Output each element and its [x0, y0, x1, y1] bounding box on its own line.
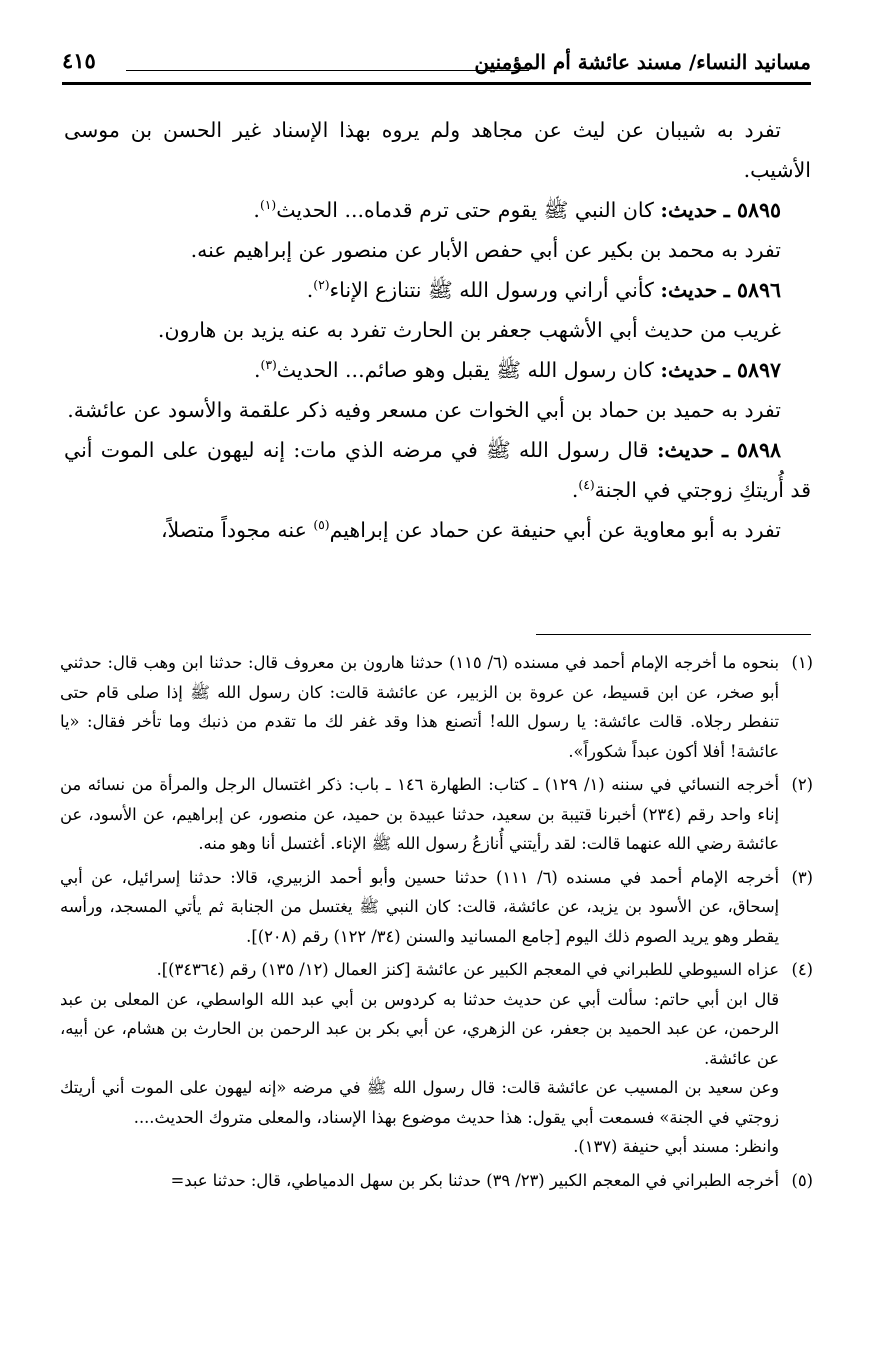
footnote-ref: (٢) — [313, 278, 330, 293]
footnotes — [60, 648, 813, 1199]
footnote-3 — [60, 863, 813, 952]
hadith-text: كان النبي ﷺ يقوم حتى ترم قدماه... الحديث — [276, 198, 654, 222]
footnote-text: أخرجه النسائي في سننه (١/ ١٢٩) ـ كتاب: الطهارة ١٤٦ ـ باب: ذكر اغتسال الرجل والمرأة من نسائه من إناء واحد رقم (٢٣٤) أخبرنا قتيبة بن سعيد، حدثنا عبيدة بن حميد، عن منصور، عن إبراهيم، عن الأسود، عن عائشة رضي الله عنهما قالت: لقد رأيتني أُنازعُ رسول الله ﷺ الإناء. أغتسل أنا وهو منه. — [60, 775, 779, 853]
footnote-ref: (٤) — [578, 478, 595, 493]
page-number: ٤١٥ — [62, 48, 96, 73]
paragraph — [64, 510, 811, 550]
footnote-text: قال ابن أبي حاتم: سألت أبي عن حديث حدثنا به كردوس بن أبي عبد الله الواسطي، عن المعلى بن عبد الرحمن، عن عبد الحميد بن جعفر، عن الزهري، عن أبي بكر بن عبد الرحمن بن الحارث بن هشام، عن أبيه، عن عائشة. — [60, 989, 779, 1068]
footnote-marker: (٢) — [791, 775, 813, 794]
footnote-text: بنحوه ما أخرجه الإمام أحمد في مسنده (٦/ ١١٥) حدثنا هارون بن معروف قال: حدثنا ابن وهب قال: حدثني أبو صخر، عن ابن قسيط، عن عروة بن الزبير، عن عائشة قالت: كان رسول الله ﷺ إذا صلى قام حتى تنفطر رجلاه. قالت عائشة: يا رسول الله! أتصنع هذا وقد غفر لك ما تقدم من ذنبك وما تأخر فقال: «يا عائشة! أفلا أكون عبداً شكوراً». — [60, 653, 779, 761]
footnote-separator — [536, 634, 811, 635]
footnote-text: وعن سعيد بن المسيب عن عائشة قالت: قال رسول الله ﷺ في مرضه «إنه ليهون على الموت أني أريتك زوجتي في الجنة» فسمعت أبي يقول: هذا حديث موضوع بهذا الإسناد، والمعلى متروك الحديث.... — [60, 1078, 779, 1127]
running-title: مسانيد النساء/ مسند عائشة أم المؤمنين — [474, 50, 811, 74]
hadith-text: كان رسول الله ﷺ يقبل وهو صائم... الحديث — [276, 358, 654, 382]
footnote-text: عزاه السيوطي للطبراني في المعجم الكبير عن عائشة [كنز العمال (١٢/ ١٣٥) رقم (٣٤٣٦٤)]. — [156, 960, 779, 979]
footnote-1 — [60, 648, 813, 766]
hadith-text: قال رسول الله ﷺ في مرضه الذي مات: إنه ليهون على الموت أني قد أُريتكِ زوجتي في الجنة — [64, 438, 811, 502]
hadith-number: ٥٨٩٥ ـ — [723, 198, 781, 222]
footnote-text: وانظر: مسند أبي حنيفة (١٣٧). — [573, 1137, 779, 1156]
page-header — [62, 44, 811, 84]
paragraph: تفرد به شيبان عن ليث عن مجاهد ولم يروه بهذا الإسناد غير الحسن بن موسى الأشيب. — [64, 118, 811, 182]
hadith-entry-5896 — [64, 270, 811, 310]
hadith-number: ٥٨٩٧ ـ — [723, 358, 781, 382]
paragraph: تفرد به حميد بن حماد بن أبي الخوات عن مسعر وفيه ذكر علقمة والأسود عن عائشة. — [67, 398, 781, 422]
footnote-ref: (٥) — [313, 518, 330, 533]
paragraph: غريب من حديث أبي الأشهب جعفر بن الحارث تفرد به عنه يزيد بن هارون. — [157, 318, 781, 342]
hadith-entry-5898 — [64, 430, 811, 510]
footnote-text: أخرجه الإمام أحمد في مسنده (٦/ ١١١) حدثنا حسين وأبو أحمد الزبيري، قالا: حدثنا إسرائيل، عن أبي إسحاق، عن الأسود بن يزيد، عن عائشة، قالت: كان النبي ﷺ يغتسل من الجنابة ثم يأتي المسجد، ورأسه يقطر وهو يريد الصوم ذلك اليوم [جامع المسانيد والسنن (٣٤/ ١٢٢) رقم (٢٠٨)]. — [60, 867, 779, 946]
footnote-5 — [60, 1166, 813, 1196]
footnote-ref: (١) — [259, 198, 277, 213]
hadith-label: حديث: — [660, 278, 718, 302]
header-rule — [62, 82, 811, 85]
hadith-text: كأني أراني ورسول الله ﷺ نتنازع الإناء — [329, 278, 654, 302]
period: . — [253, 198, 260, 222]
footnote-marker: (١) — [791, 653, 813, 672]
hadith-label: حديث: — [656, 438, 714, 462]
hadith-label: حديث: — [660, 198, 718, 222]
period: . — [571, 478, 579, 502]
period: . — [306, 278, 314, 302]
hadith-number: ٥٨٩٨ ـ — [722, 438, 781, 462]
footnote-2 — [60, 770, 813, 859]
footnote-marker: (٥) — [791, 1170, 813, 1190]
hadith-entry-5897 — [64, 350, 811, 390]
hadith-entry-5895 — [64, 190, 811, 230]
footnote-text: أخرجه الطبراني في المعجم الكبير (٢٣/ ٣٩) حدثنا بكر بن سهل الدمياطي، قال: حدثنا عبد= — [170, 1170, 779, 1190]
period: . — [253, 358, 261, 382]
hadith-label: حديث: — [660, 358, 718, 382]
header-divider-line — [126, 70, 529, 71]
paragraph-text: عنه مجوداً متصلاً، — [160, 518, 314, 542]
footnote-marker: (٤) — [791, 960, 813, 979]
paragraph-text: تفرد به أبو معاوية عن أبي حنيفة عن حماد عن إبراهيم — [329, 518, 781, 542]
footnote-marker: (٣) — [791, 867, 813, 887]
footnote-4 — [60, 955, 813, 1162]
main-text — [64, 110, 811, 550]
hadith-number: ٥٨٩٦ ـ — [723, 278, 781, 302]
footnote-ref: (٣) — [260, 358, 277, 373]
paragraph: تفرد به محمد بن بكير عن أبي حفص الأبار عن منصور عن إبراهيم عنه. — [190, 238, 781, 262]
